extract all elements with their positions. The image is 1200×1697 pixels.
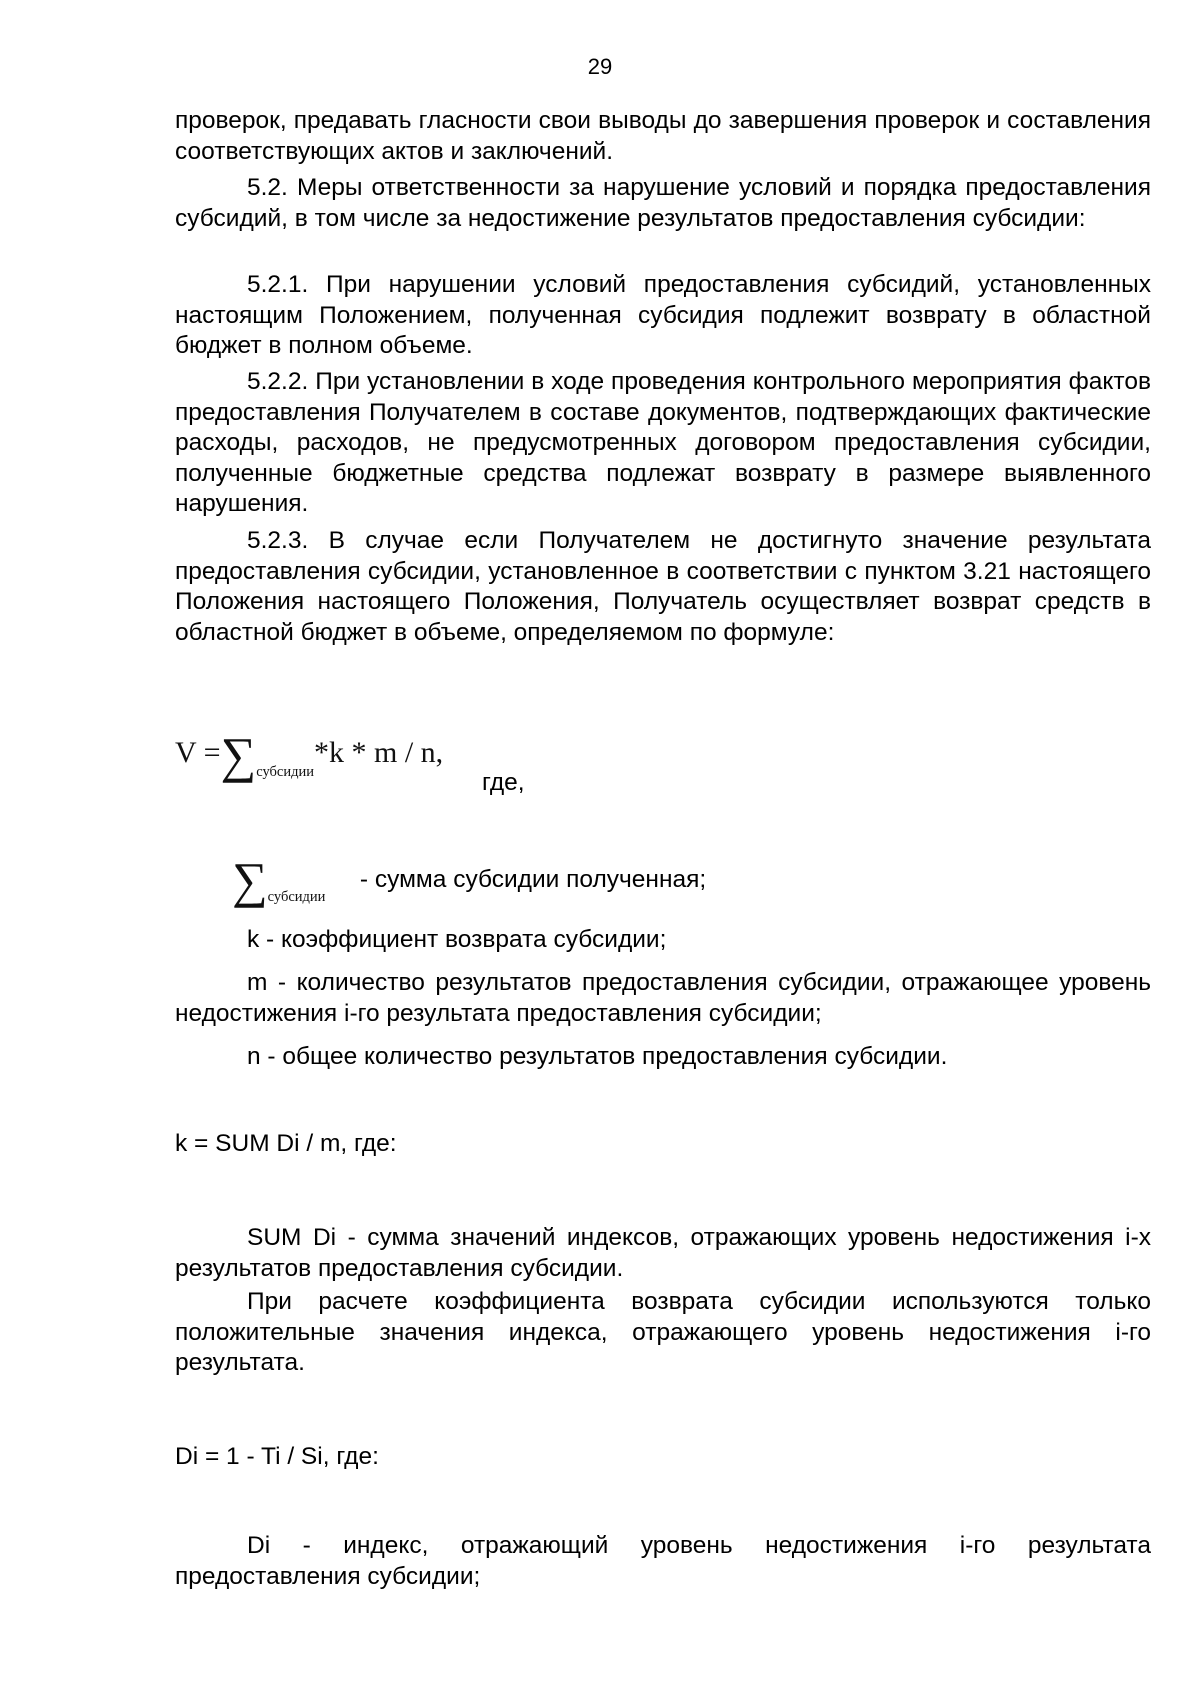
formula-lhs: V =: [175, 736, 221, 769]
paragraph-text: проверок, предавать гласности свои выводы до завершения проверок и составления соответствующих актов и заключений.: [175, 107, 1151, 165]
sigma-legend-subscript: субсидии: [267, 889, 326, 905]
n-definition: n - общее количество результатов предоставления субсидии.: [247, 1043, 948, 1070]
sigma-legend: [232, 852, 707, 908]
formula-sigma-subscript: субсидии: [256, 764, 314, 780]
page-number: 29: [587, 54, 613, 79]
paragraph-text: SUM Di - сумма значений индексов, отражающих уровень недостижения i-х результатов предоставления субсидии.: [175, 1224, 1151, 1282]
paragraph-text: 5.2.2. При установлении в ходе проведения контрольного мероприятия фактов предоставления Получателем в составе документов, подтверждающих фактические расходы, расходов, не предусмотренных договором предоставления субсидии, полученные бюджетные средства подлежат возврату в размере выявленного нарушения.: [175, 368, 1151, 517]
paragraph-coefficient-note: [175, 1287, 1151, 1379]
paragraph-5-2-2: [175, 367, 1151, 520]
paragraph-text: 5.2.3. В случае если Получателем не достигнуто значение результата предоставления субсидии, установленное в соответствии с пунктом 3.21 настоящего Положения настоящего Положения, Получатель осуществляет возврат средств в областной бюджет в объеме, определяемом по формуле:: [175, 527, 1151, 646]
k-definition: k - коэффициент возврата субсидии;: [247, 926, 667, 953]
formula-v: [175, 727, 444, 783]
paragraph-5-2-1: [175, 270, 1151, 362]
paragraph-text: 5.2.1. При нарушении условий предоставления субсидий, установленных настоящим Положением, полученная субсидия подлежит возврату в областной бюджет в полном объеме.: [175, 271, 1151, 359]
paragraph-text: При расчете коэффициента возврата субсидии используются только положительные значения индекса, отражающего уровень недостижения i-го результата.: [175, 1288, 1151, 1376]
sigma-legend-text: - сумма субсидии полученная;: [359, 866, 707, 893]
paragraph-sum-di: [175, 1223, 1151, 1284]
paragraph-continuation: [175, 106, 1151, 167]
sigma-icon: ∑: [232, 852, 268, 908]
paragraph-text: Di - индекс, отражающий уровень недостижения i-го результата предоставления субсидии;: [175, 1532, 1151, 1590]
formula-rhs: *k * m / n,: [313, 736, 444, 769]
paragraph-m-definition: [175, 968, 1151, 1029]
paragraph-5-2: [175, 173, 1151, 234]
di-formula: Di = 1 - Ti / Si, где:: [175, 1443, 379, 1470]
paragraph-text: 5.2. Меры ответственности за нарушение условий и порядка предоставления субсидий, в том числе за недостижение результатов предоставления субсидии:: [175, 174, 1151, 232]
paragraph-di-definition: [175, 1531, 1151, 1592]
k-formula: k = SUM Di / m, где:: [175, 1130, 397, 1157]
formula-where: где,: [482, 769, 525, 796]
sigma-icon: ∑: [220, 727, 257, 783]
paragraph-text: m - количество результатов предоставления субсидии, отражающее уровень недостижения i-го результата предоставления субсидии;: [175, 969, 1151, 1027]
paragraph-5-2-3: [175, 526, 1151, 648]
